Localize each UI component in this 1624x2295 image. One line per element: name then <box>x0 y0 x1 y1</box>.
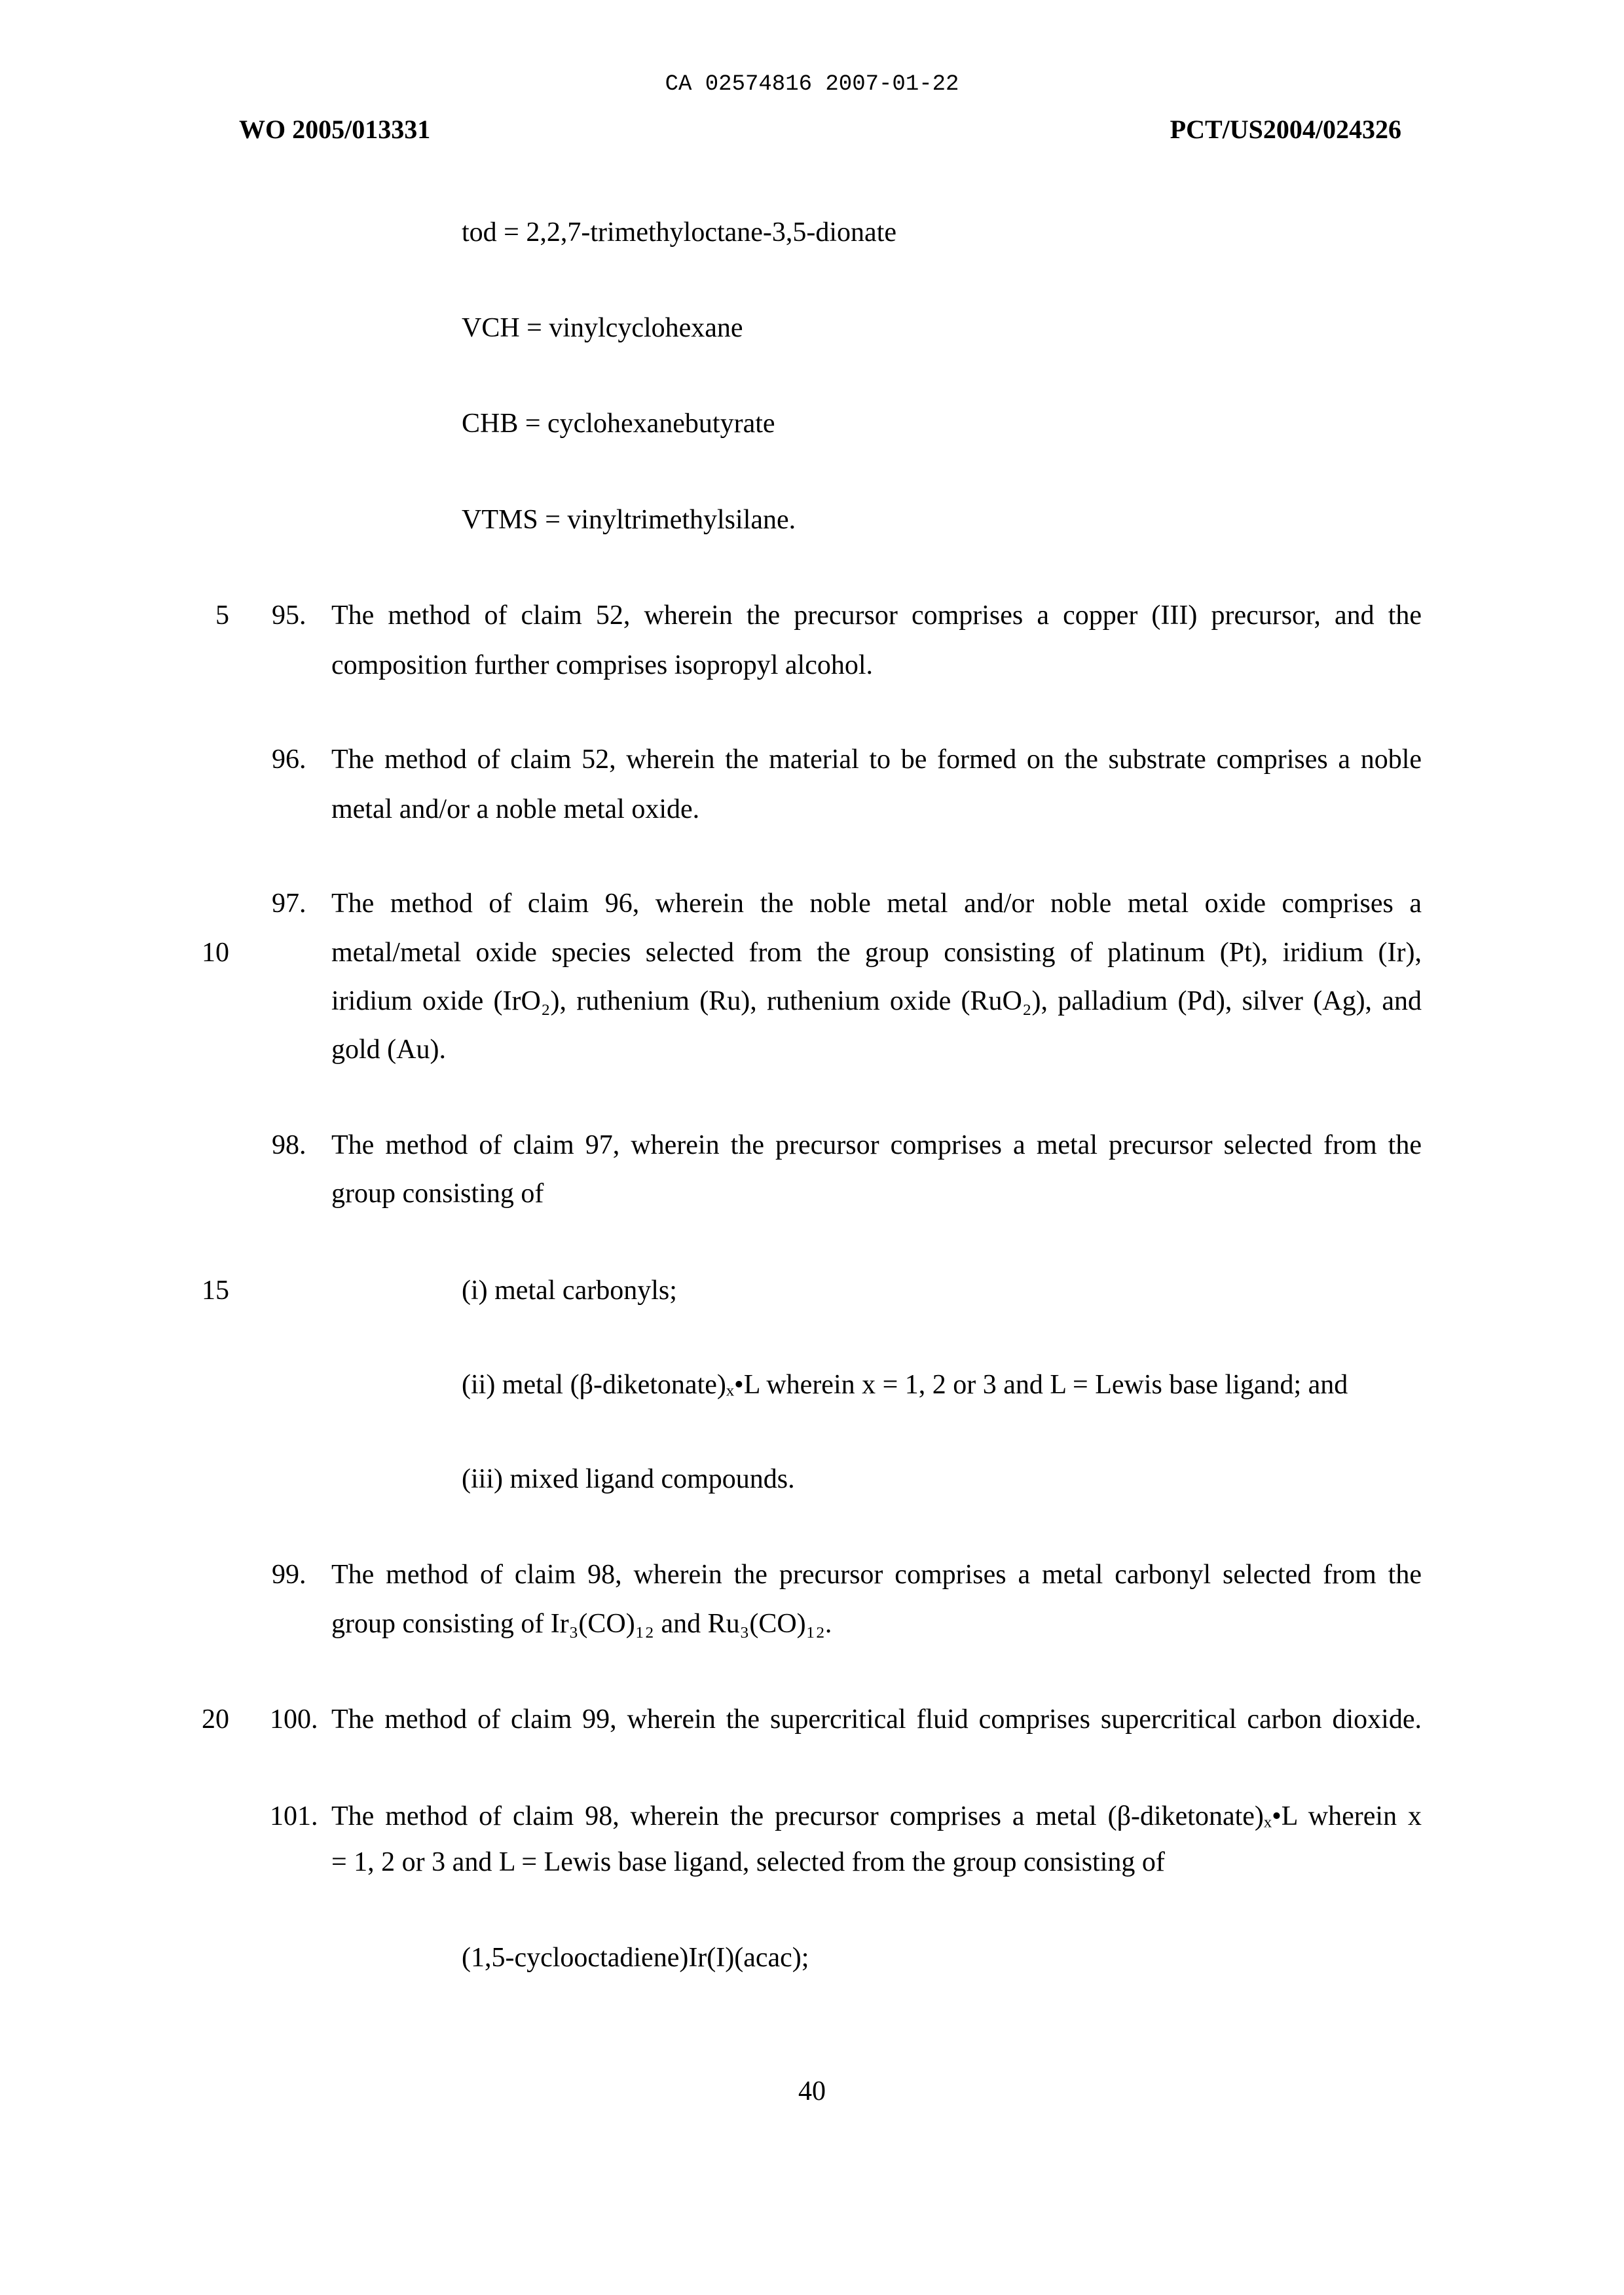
claim-number: 98. <box>272 1130 306 1160</box>
claim-list-item: (ii) metal (β-diketonate)ₓ•L wherein x = 1, 2 or 3 and L = Lewis base ligand; and <box>462 1370 1348 1400</box>
claim-text: The method of claim 98, wherein the precursor comprises a metal carbonyl selected from the <box>331 1560 1422 1590</box>
line-number: 20 <box>202 1704 229 1735</box>
line-number: 15 <box>202 1276 229 1306</box>
claim-text: The method of claim 98, wherein the precursor comprises a metal (β-diketonate)ₓ•L wherein x <box>331 1801 1422 1831</box>
wo-publication-number: WO 2005/013331 <box>239 115 431 144</box>
claim-text: metal/metal oxide species selected from the group consisting of platinum (Pt), iridium (Ir), <box>331 938 1422 968</box>
page-number: 40 <box>798 2076 826 2106</box>
claim-text: The method of claim 99, wherein the supercritical fluid comprises supercritical carbon dioxide. <box>331 1704 1422 1735</box>
claim-text: group consisting of Ir₃(CO)₁₂ and Ru₃(CO)₁₂. <box>331 1609 832 1639</box>
claim-number: 99. <box>272 1560 306 1590</box>
claim-list-item: (i) metal carbonyls; <box>462 1276 677 1306</box>
claim-text: iridium oxide (IrO₂), ruthenium (Ru), ruthenium oxide (RuO₂), palladium (Pd), silver (Ag), and <box>331 986 1422 1016</box>
claim-text: The method of claim 52, wherein the material to be formed on the substrate comprises a noble <box>331 744 1422 775</box>
line-number: 10 <box>202 938 229 968</box>
definition: VTMS = vinyltrimethylsilane. <box>462 505 796 535</box>
definition: CHB = cyclohexanebutyrate <box>462 409 775 439</box>
line-number: 5 <box>215 600 229 631</box>
claim-text: = 1, 2 or 3 and L = Lewis base ligand, selected from the group consisting of <box>331 1847 1165 1877</box>
claim-text: The method of claim 97, wherein the precursor comprises a metal precursor selected from the <box>331 1130 1422 1160</box>
claim-text: composition further comprises isopropyl alcohol. <box>331 650 874 680</box>
ca-document-number: CA 02574816 2007-01-22 <box>665 72 959 97</box>
definition: tod = 2,2,7-trimethyloctane-3,5-dionate <box>462 217 897 248</box>
claim-number: 96. <box>272 744 306 775</box>
claim-text: The method of claim 52, wherein the precursor comprises a copper (III) precursor, and the <box>331 600 1422 631</box>
claim-number: 101. <box>270 1801 318 1831</box>
claim-text: The method of claim 96, wherein the noble metal and/or noble metal oxide comprises a <box>331 889 1422 919</box>
claim-text: metal and/or a noble metal oxide. <box>331 794 700 824</box>
claim-list-item: (1,5-cyclooctadiene)Ir(I)(acac); <box>462 1943 809 1973</box>
claim-number: 97. <box>272 889 306 919</box>
claim-text: gold (Au). <box>331 1035 446 1065</box>
claim-number: 95. <box>272 600 306 631</box>
pct-application-number: PCT/US2004/024326 <box>1170 115 1401 144</box>
definition: VCH = vinylcyclohexane <box>462 313 743 343</box>
claim-number: 100. <box>270 1704 318 1735</box>
claim-text: group consisting of <box>331 1179 544 1209</box>
claim-list-item: (iii) mixed ligand compounds. <box>462 1464 795 1494</box>
